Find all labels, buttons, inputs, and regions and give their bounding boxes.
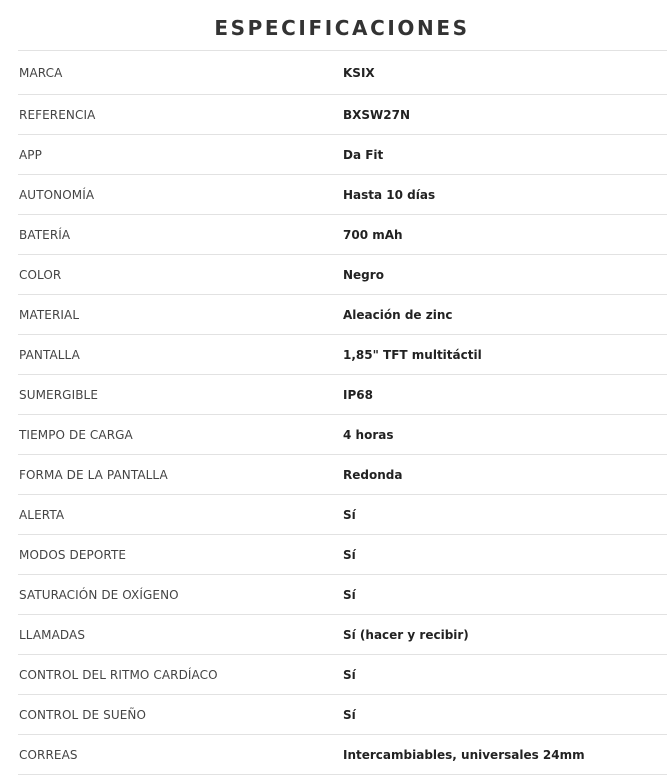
spec-label: TIEMPO DE CARGA (19, 427, 133, 442)
spec-label: MATERIAL (19, 307, 80, 322)
spec-row-material (18, 295, 667, 335)
spec-value: Sí (343, 667, 356, 682)
spec-value: Negro (343, 267, 384, 282)
spec-label: REFERENCIA (19, 107, 96, 122)
spec-value: Sí (hacer y recibir) (343, 627, 469, 642)
spec-row-control-de-sueno (18, 695, 667, 735)
spec-row-saturacion-de-oxigeno (18, 575, 667, 615)
spec-row-correas (18, 735, 667, 775)
spec-row-pantalla (18, 335, 667, 375)
spec-value: BXSW27N (343, 107, 411, 122)
spec-label: ALERTA (19, 507, 65, 522)
spec-row-color (18, 255, 667, 295)
spec-value: Intercambiables, universales 24mm (343, 747, 585, 762)
spec-label: CONTROL DEL RITMO CARDÍACO (19, 667, 218, 682)
spec-value: Redonda (343, 467, 403, 482)
spec-row-app (18, 135, 667, 175)
spec-value: Hasta 10 días (343, 187, 436, 202)
spec-value: KSIX (343, 65, 375, 80)
spec-row-alerta (18, 495, 667, 535)
spec-row-sumergible (18, 375, 667, 415)
spec-row-autonomia (18, 175, 667, 215)
spec-label: CONTROL DE SUEÑO (19, 707, 147, 722)
spec-value: 700 mAh (343, 227, 403, 242)
spec-value: 4 horas (343, 427, 394, 442)
spec-label: LLAMADAS (19, 627, 86, 642)
spec-value: Sí (343, 707, 356, 722)
spec-label: MODOS DEPORTE (19, 547, 127, 562)
spec-label: AUTONOMÍA (19, 187, 95, 202)
page-title: ESPECIFICACIONES (214, 16, 470, 40)
spec-row-marca (18, 51, 667, 95)
spec-row-tiempo-de-carga (18, 415, 667, 455)
spec-label: CORREAS (19, 747, 78, 762)
spec-label: SATURACIÓN DE OXÍGENO (19, 587, 179, 602)
spec-label: BATERÍA (19, 227, 71, 242)
spec-value: Sí (343, 547, 356, 562)
spec-label: COLOR (19, 267, 62, 282)
spec-label: MARCA (19, 65, 63, 80)
spec-value: Sí (343, 587, 356, 602)
spec-row-bateria (18, 215, 667, 255)
spec-value: 1,85" TFT multitáctil (343, 347, 482, 362)
spec-row-llamadas (18, 615, 667, 655)
spec-row-control-del-ritmo-cardiaco (18, 655, 667, 695)
spec-value: IP68 (343, 387, 373, 402)
spec-value: Sí (343, 507, 356, 522)
spec-row-modos-deporte (18, 535, 667, 575)
spec-label: SUMERGIBLE (19, 387, 99, 402)
specifications-table (18, 50, 667, 775)
spec-value: Aleación de zinc (343, 307, 453, 322)
spec-label: PANTALLA (19, 347, 80, 362)
spec-label: APP (19, 147, 42, 162)
spec-row-referencia (18, 95, 667, 135)
spec-value: Da Fit (343, 147, 384, 162)
spec-label: FORMA DE LA PANTALLA (19, 467, 168, 482)
spec-row-forma-de-la-pantalla (18, 455, 667, 495)
